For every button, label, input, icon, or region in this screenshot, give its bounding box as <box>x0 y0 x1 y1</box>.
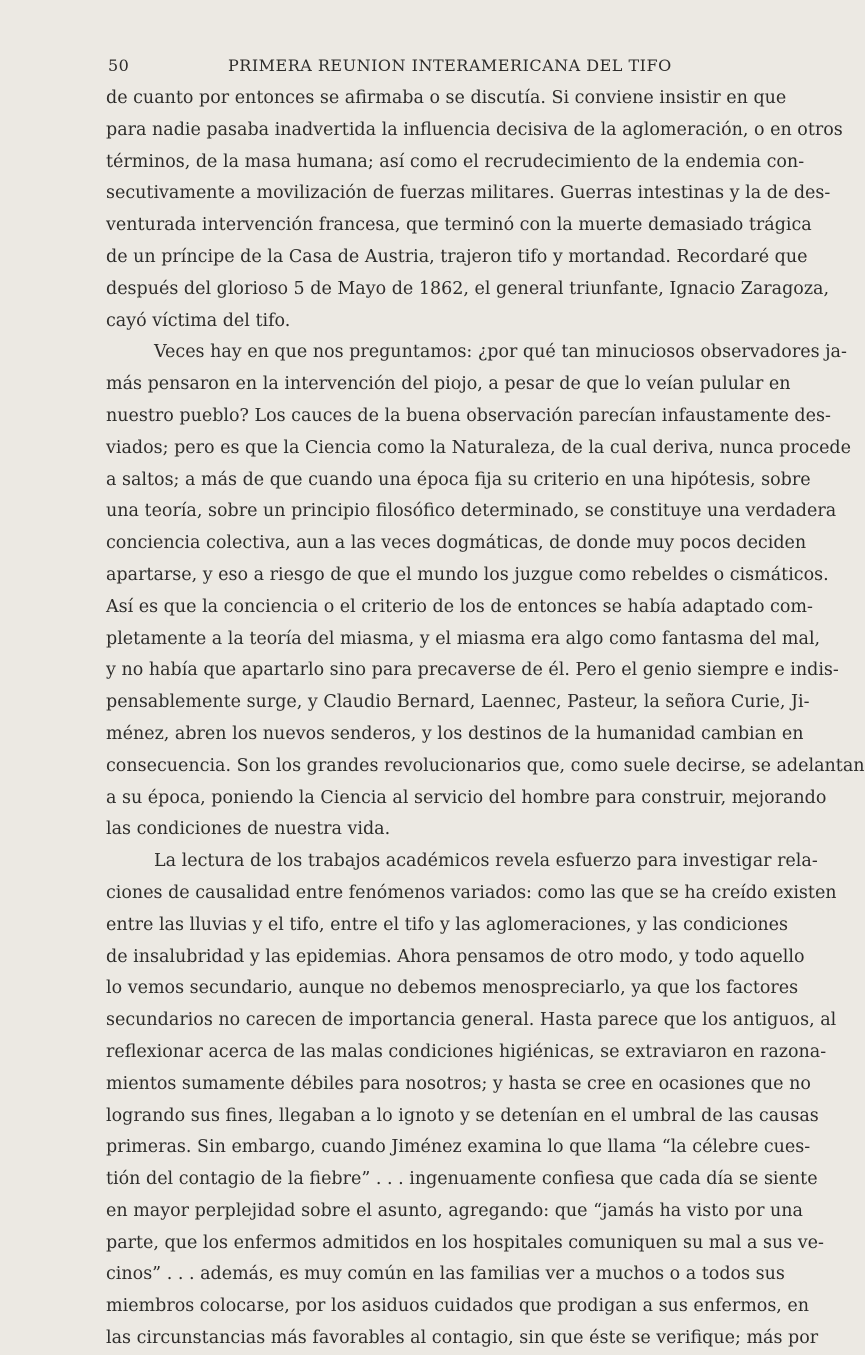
text-line: a saltos; a más de que cuando una época fija su criterio en una hipótesis, sobre <box>106 469 811 490</box>
text-line: después del glorioso 5 de Mayo de 1862, el general triunfante, Ignacio Zaragoza, <box>106 278 830 299</box>
body-text <box>106 83 865 1355</box>
text-line: para nadie pasaba inadvertida la influencia decisiva de la aglomeración, o en otros <box>106 119 843 140</box>
paragraph <box>106 83 843 337</box>
text-line: ménez, abren los nuevos senderos, y los destinos de la humanidad cambian en <box>106 723 804 744</box>
page-header <box>108 56 708 80</box>
running-title: PRIMERA REUNION INTERAMERICANA DEL TIFO <box>228 56 672 75</box>
page-number: 50 <box>108 56 130 75</box>
text-line: Veces hay en que nos preguntamos: ¿por qué tan minuciosos observadores ja- <box>154 342 847 363</box>
text-line: cinos” . . . además, es muy común en las familias ver a muchos o a todos sus <box>106 1264 785 1285</box>
text-line: Así es que la conciencia o el criterio de los de entonces se había adaptado com- <box>106 596 813 617</box>
text-line: logrando sus fines, llegaban a lo ignoto y se detenían en el umbral de las causas <box>106 1105 819 1126</box>
text-line: y no había que apartarlo sino para precaverse de él. Pero el genio siempre e indis- <box>106 660 839 681</box>
text-line: pensablemente surge, y Claudio Bernard, Laennec, Pasteur, la señora Curie, Ji- <box>106 692 810 713</box>
text-line: pletamente a la teoría del miasma, y el miasma era algo como fantasma del mal, <box>106 628 821 649</box>
text-line: venturada intervención francesa, que terminó con la muerte demasiado trágica <box>106 215 812 236</box>
text-line: de un príncipe de la Casa de Austria, trajeron tifo y mortandad. Recordaré que <box>106 246 808 267</box>
text-line: secundarios no carecen de importancia general. Hasta parece que los antiguos, al <box>106 1010 837 1031</box>
text-line: conciencia colectiva, aun a las veces dogmáticas, de donde muy pocos deciden <box>106 533 807 554</box>
text-line: primeras. Sin embargo, cuando Jiménez examina lo que llama “la célebre cues- <box>106 1137 811 1158</box>
paragraph <box>106 337 865 846</box>
text-line: lo vemos secundario, aunque no debemos menospreciarlo, ya que los factores <box>106 978 799 999</box>
text-line: apartarse, y eso a riesgo de que el mundo los juzgue como rebeldes o cismáticos. <box>106 564 829 585</box>
text-line: las condiciones de nuestra vida. <box>106 819 391 840</box>
text-line: las circunstancias más favorables al contagio, sin que éste se verifique; más por <box>106 1328 819 1349</box>
text-line: mientos sumamente débiles para nosotros; y hasta se cree en ocasiones que no <box>106 1073 811 1094</box>
text-line: miembros colocarse, por los asiduos cuidados que prodigan a sus enfermos, en <box>106 1296 810 1317</box>
text-line: ciones de causalidad entre fenómenos variados: como las que se ha creído existen <box>106 882 837 903</box>
text-line: cayó víctima del tifo. <box>106 310 291 331</box>
text-line: La lectura de los trabajos académicos revela esfuerzo para investigar rela- <box>154 851 818 872</box>
text-line: a su época, poniendo la Ciencia al servicio del hombre para construir, mejorando <box>106 787 827 808</box>
text-line: en mayor perplejidad sobre el asunto, agregando: que “jamás ha visto por una <box>106 1200 803 1221</box>
text-line: una teoría, sobre un principio filosófico determinado, se constituye una verdadera <box>106 501 837 522</box>
text-line: reflexionar acerca de las malas condiciones higiénicas, se extraviaron en razona- <box>106 1041 827 1062</box>
text-line: entre las lluvias y el tifo, entre el tifo y las aglomeraciones, y las condiciones <box>106 914 789 935</box>
text-line: más pensaron en la intervención del piojo, a pesar de que lo veían pulular en <box>106 374 791 395</box>
text-line: parte, que los enfermos admitidos en los hospitales comuniquen su mal a sus ve- <box>106 1232 824 1253</box>
text-line: consecuencia. Son los grandes revolucionarios que, como suele decirse, se adelantan <box>106 755 865 776</box>
text-line: secutivamente a movilización de fuerzas militares. Guerras intestinas y la de des- <box>106 183 831 204</box>
paragraph <box>106 846 837 1355</box>
text-line: viados; pero es que la Ciencia como la Naturaleza, de la cual deriva, nunca procede <box>106 437 851 458</box>
text-line: términos, de la masa humana; así como el recrudecimiento de la endemia con- <box>106 151 805 172</box>
text-line: tión del contagio de la fiebre” . . . ingenuamente confiesa que cada día se siente <box>106 1169 818 1190</box>
text-line: de cuanto por entonces se afirmaba o se discutía. Si conviene insistir en que <box>106 88 787 108</box>
text-line: de insalubridad y las epidemias. Ahora pensamos de otro modo, y todo aquello <box>106 946 805 967</box>
text-line: nuestro pueblo? Los cauces de la buena observación parecían infaustamente des- <box>106 405 831 426</box>
